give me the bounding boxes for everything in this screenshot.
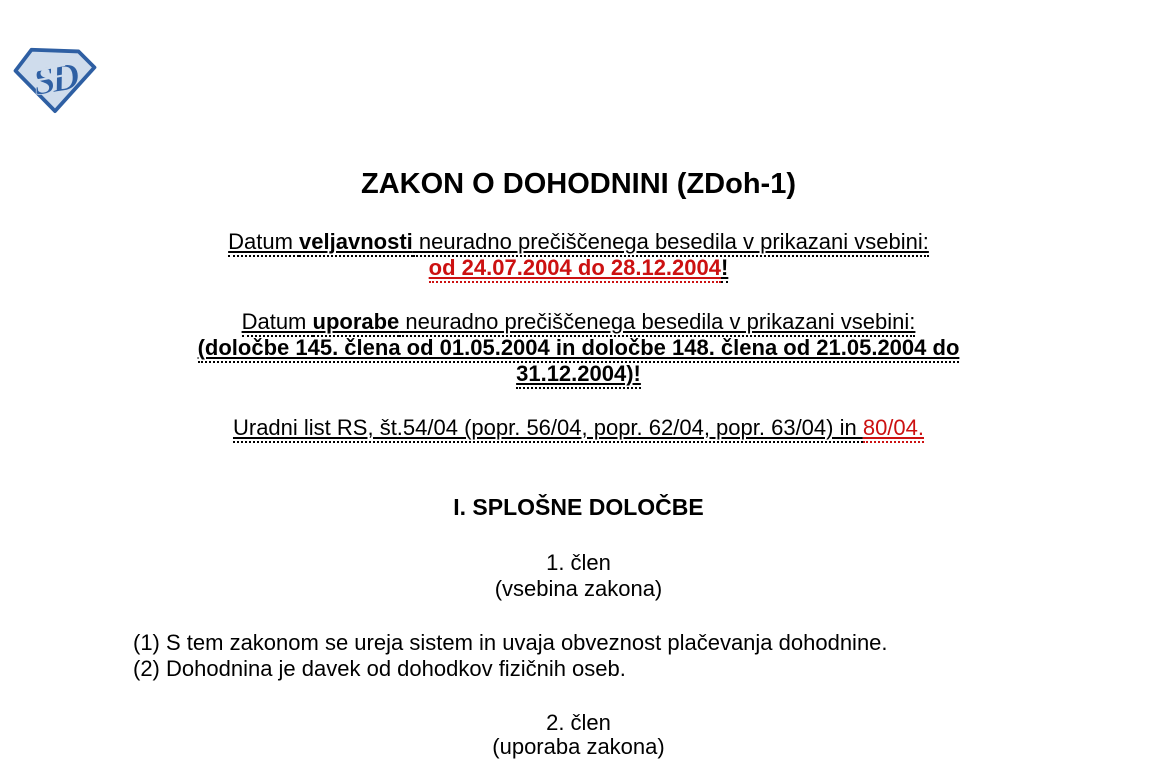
usage-text: Datum bbox=[242, 309, 313, 337]
validity-exclamation: ! bbox=[721, 255, 728, 283]
validity-text: Datum bbox=[228, 229, 299, 257]
usage-keyword: uporabe bbox=[313, 309, 400, 337]
sd-logo bbox=[13, 47, 97, 113]
validity-date-range-link[interactable]: od 24.07.2004 do 28.12.2004 bbox=[429, 255, 721, 283]
article-2-number: 2. člen bbox=[546, 710, 611, 735]
gazette-amendment-link[interactable]: 80/04. bbox=[863, 415, 924, 443]
usage-text: neuradno prečiščenega besedila v prikazani vsebini: bbox=[399, 309, 915, 337]
gazette-reference bbox=[0, 415, 1157, 441]
usage-line-3 bbox=[0, 361, 1157, 387]
gazette-text: Uradni list RS, št.54/04 (popr. 56/04, popr. 62/04, popr. 63/04) in bbox=[233, 415, 863, 443]
validity-text: neuradno prečiščenega besedila v prikazani vsebini: bbox=[413, 229, 929, 257]
chapter-heading: I. SPLOŠNE DOLOČBE bbox=[453, 494, 704, 520]
article-1-number: 1. člen bbox=[546, 550, 611, 575]
article-1-subtitle: (vsebina zakona) bbox=[494, 576, 663, 601]
usage-line-2 bbox=[0, 335, 1157, 361]
usage-detail: 31.12.2004)! bbox=[516, 361, 641, 389]
validity-keyword: veljavnosti bbox=[299, 229, 413, 257]
validity-line-2 bbox=[0, 255, 1157, 281]
article-2-subtitle: (uporaba zakona) bbox=[492, 734, 665, 759]
usage-line-1 bbox=[0, 309, 1157, 335]
article-1-paragraph-2: (2) Dohodnina je davek od dohodkov fizičnih oseb. bbox=[133, 656, 626, 681]
article-1-paragraph-1: (1) S tem zakonom se ureja sistem in uvaja obveznost plačevanja dohodnine. bbox=[133, 630, 888, 655]
usage-detail: (določbe 145. člena od 01.05.2004 in določbe 148. člena od 21.05.2004 do bbox=[198, 335, 960, 363]
document-title: ZAKON O DOHODNINI (ZDoh-1) bbox=[361, 168, 796, 200]
sd-logo-letters: SD bbox=[30, 55, 80, 104]
validity-line-1 bbox=[0, 229, 1157, 255]
